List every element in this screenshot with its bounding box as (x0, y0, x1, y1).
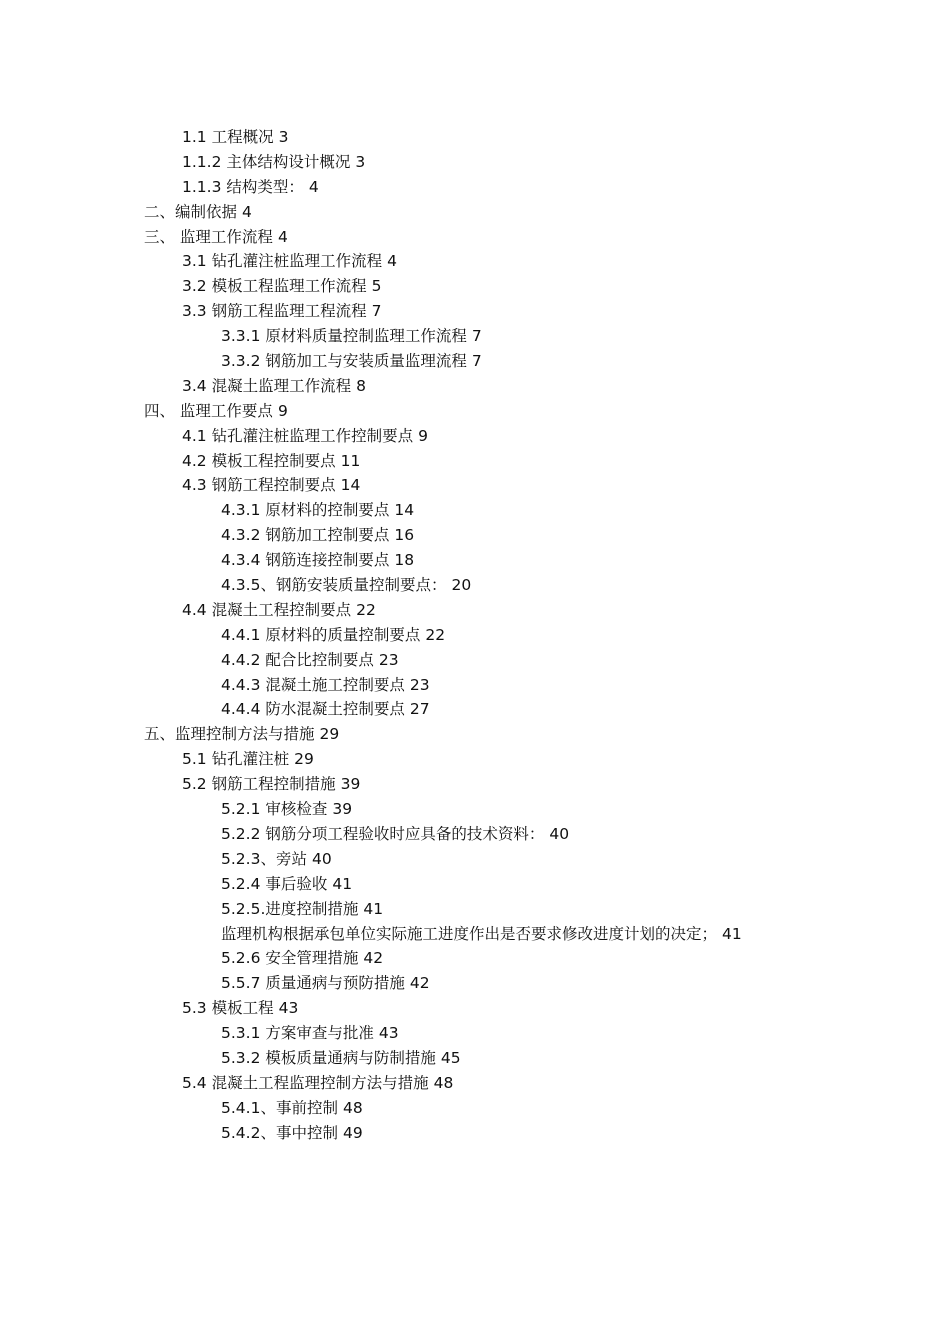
toc-entry[interactable] (0, 548, 950, 573)
toc-entry-title: 五、监理控制方法与措施 (144, 725, 315, 744)
toc-entry[interactable] (0, 747, 950, 772)
toc-entry-page-number: 42 (409, 974, 430, 993)
toc-entry[interactable] (0, 822, 950, 847)
table-of-contents (0, 125, 950, 1146)
toc-entry-title: 1.1.3 结构类型： (182, 177, 304, 196)
toc-entry-title: 4.4.2 配合比控制要点 (221, 650, 374, 669)
toc-entry[interactable] (0, 697, 950, 722)
toc-entry-page-number: 41 (363, 899, 384, 918)
toc-entry-page-number: 29 (319, 725, 340, 744)
toc-entry-title: 四、 监理工作要点 (144, 401, 273, 420)
toc-entry-page-number: 14 (340, 476, 361, 495)
toc-entry-title: 5.3.2 模板质量通病与防制措施 (221, 1048, 436, 1067)
toc-entry-page-number: 27 (409, 700, 430, 719)
toc-entry-page-number: 48 (433, 1073, 454, 1092)
toc-entry-title: 1.1.2 主体结构设计概况 (182, 152, 351, 171)
toc-entry-page-number: 7 (371, 302, 382, 321)
toc-entry[interactable] (0, 623, 950, 648)
toc-entry[interactable] (0, 1071, 950, 1096)
toc-entry[interactable] (0, 150, 950, 175)
toc-entry[interactable] (0, 847, 950, 872)
toc-entry[interactable] (0, 1021, 950, 1046)
toc-entry-title: 4.3.2 钢筋加工控制要点 (221, 526, 390, 545)
toc-entry-title: 5.4.1、事前控制 (221, 1098, 338, 1117)
toc-entry[interactable] (0, 473, 950, 498)
toc-entry[interactable] (0, 1046, 950, 1071)
toc-entry-title: 4.3.4 钢筋连接控制要点 (221, 551, 390, 570)
toc-entry[interactable] (0, 498, 950, 523)
toc-entry-title: 监理机构根据承包单位实际施工进度作出是否要求修改进度计划的决定； (221, 924, 718, 943)
toc-entry-title: 4.4.4 防水混凝土控制要点 (221, 700, 405, 719)
toc-entry-title: 5.3.1 方案审查与批准 (221, 1024, 374, 1043)
toc-entry-title: 4.4.3 混凝土施工控制要点 (221, 675, 405, 694)
toc-entry-title: 4.3.5、钢筋安装质量控制要点： (221, 576, 447, 595)
toc-entry[interactable] (0, 175, 950, 200)
toc-entry[interactable] (0, 324, 950, 349)
toc-entry-title: 5.2 钢筋工程控制措施 (182, 775, 336, 794)
toc-entry[interactable] (0, 772, 950, 797)
toc-entry-page-number: 41 (722, 924, 742, 943)
toc-entry-title: 5.4 混凝土工程监理控制方法与措施 (182, 1073, 429, 1092)
toc-entry[interactable] (0, 399, 950, 424)
toc-entry-page-number: 4 (308, 177, 319, 196)
toc-entry-page-number: 29 (294, 750, 314, 769)
toc-entry-page-number: 22 (425, 625, 446, 644)
toc-entry[interactable] (0, 299, 950, 324)
toc-entry-title: 5.4.2、事中控制 (221, 1123, 338, 1142)
toc-entry-title: 4.3 钢筋工程控制要点 (182, 476, 336, 495)
toc-entry[interactable] (0, 946, 950, 971)
toc-entry[interactable] (0, 872, 950, 897)
toc-entry-page-number: 4 (242, 202, 252, 221)
toc-entry[interactable] (0, 673, 950, 698)
toc-entry-title: 3.2 模板工程监理工作流程 (182, 277, 367, 296)
toc-entry-title: 4.2 模板工程控制要点 (182, 451, 336, 470)
toc-entry-page-number: 4 (387, 252, 397, 271)
toc-entry[interactable] (0, 1096, 950, 1121)
toc-entry[interactable] (0, 1121, 950, 1146)
toc-entry[interactable] (0, 598, 950, 623)
toc-entry-page-number: 40 (549, 824, 570, 843)
toc-entry[interactable] (0, 971, 950, 996)
toc-entry-title: 4.4 混凝土工程控制要点 (182, 600, 352, 619)
toc-entry[interactable] (0, 274, 950, 299)
toc-entry-page-number: 40 (311, 849, 332, 868)
toc-entry-page-number: 8 (356, 376, 366, 395)
toc-entry-title: 4.4.1 原材料的质量控制要点 (221, 625, 421, 644)
toc-entry-page-number: 14 (394, 501, 415, 520)
toc-entry-page-number: 18 (394, 551, 415, 570)
toc-entry-title: 3.3.2 钢筋加工与安装质量监理流程 (221, 352, 467, 371)
toc-entry[interactable] (0, 523, 950, 548)
toc-entry-page-number: 45 (440, 1048, 461, 1067)
toc-entry-page-number: 42 (363, 949, 384, 968)
toc-entry-title: 4.3.1 原材料的控制要点 (221, 501, 390, 520)
toc-entry-title: 5.2.2 钢筋分项工程验收时应具备的技术资料： (221, 824, 545, 843)
toc-entry-title: 4.1 钻孔灌注桩监理工作控制要点 (182, 426, 414, 445)
toc-entry-title: 5.2.6 安全管理措施 (221, 949, 359, 968)
toc-entry[interactable] (0, 722, 950, 747)
toc-entry-title: 5.2.3、旁站 (221, 849, 307, 868)
toc-entry[interactable] (0, 225, 950, 250)
toc-entry-page-number: 43 (278, 999, 299, 1018)
toc-entry-title: 三、 监理工作流程 (144, 227, 273, 246)
toc-entry-page-number: 9 (277, 401, 288, 420)
toc-entry-page-number: 5 (371, 277, 382, 296)
toc-entry-page-number: 11 (340, 451, 361, 470)
toc-entry[interactable] (0, 424, 950, 449)
toc-entry[interactable] (0, 449, 950, 474)
toc-entry-title: 3.3 钢筋工程监理工程流程 (182, 302, 367, 321)
toc-entry-title: 1.1 工程概况 (182, 128, 274, 146)
toc-entry-title: 5.2.5.进度控制措施 (221, 899, 359, 918)
toc-entry[interactable] (0, 897, 950, 922)
toc-entry[interactable] (0, 200, 950, 225)
toc-entry-page-number: 41 (332, 874, 353, 893)
toc-entry-page-number: 48 (342, 1098, 363, 1117)
toc-entry-page-number: 3 (355, 152, 366, 171)
toc-entry-page-number: 39 (340, 775, 361, 794)
toc-entry-title: 5.2.4 事后验收 (221, 874, 328, 893)
toc-entry-page-number: 7 (471, 352, 482, 371)
toc-entry-page-number: 16 (394, 526, 415, 545)
toc-entry-page-number: 23 (409, 675, 430, 694)
toc-entry-page-number: 39 (332, 800, 353, 819)
toc-entry[interactable] (0, 797, 950, 822)
toc-entry-page-number: 22 (356, 600, 376, 619)
toc-entry-title: 5.1 钻孔灌注桩 (182, 750, 290, 769)
toc-entry[interactable] (0, 125, 950, 150)
toc-entry-title: 3.1 钻孔灌注桩监理工作流程 (182, 252, 383, 271)
toc-entry[interactable] (0, 648, 950, 673)
toc-entry-page-number: 4 (277, 227, 288, 246)
toc-entry-title: 3.4 混凝土监理工作流程 (182, 376, 352, 395)
toc-entry-title: 3.3.1 原材料质量控制监理工作流程 (221, 327, 467, 346)
toc-entry-title: 5.5.7 质量通病与预防措施 (221, 974, 405, 993)
toc-entry-page-number: 43 (378, 1024, 399, 1043)
toc-entry-title: 5.2.1 审核检查 (221, 800, 328, 819)
toc-entry-title: 5.3 模板工程 (182, 999, 274, 1018)
toc-entry[interactable] (0, 249, 950, 274)
toc-entry-page-number: 7 (471, 327, 482, 346)
toc-entry[interactable] (0, 996, 950, 1021)
toc-entry-title: 二、编制依据 (144, 202, 238, 221)
toc-entry[interactable] (0, 573, 950, 598)
toc-entry[interactable] (0, 349, 950, 374)
toc-entry[interactable] (0, 922, 950, 947)
toc-entry-page-number: 23 (378, 650, 399, 669)
toc-entry-page-number: 20 (451, 576, 472, 595)
toc-entry[interactable] (0, 374, 950, 399)
toc-entry-page-number: 3 (278, 128, 289, 146)
toc-entry-page-number: 49 (342, 1123, 363, 1142)
toc-entry-page-number: 9 (418, 426, 428, 445)
